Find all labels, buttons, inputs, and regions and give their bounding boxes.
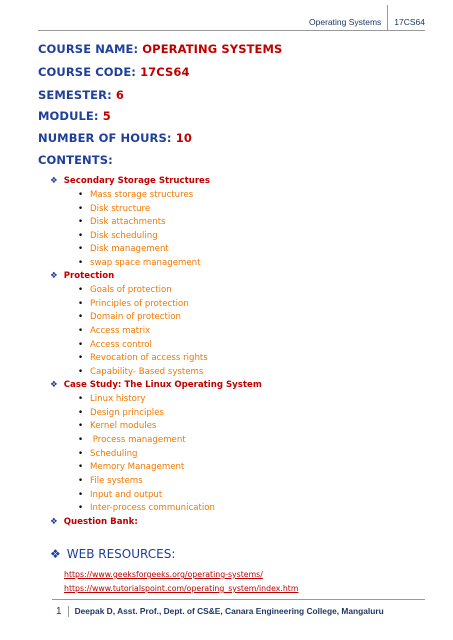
section-title: Protection (63, 271, 115, 281)
bullet-icon: • (78, 462, 84, 472)
list-item: • Goals of protection (78, 285, 172, 295)
course-code-line (38, 65, 190, 79)
bullet-icon: • (78, 408, 84, 418)
bullet-icon: • (78, 367, 84, 377)
section-linux-case-study (50, 380, 262, 390)
bullet-icon: • (78, 353, 84, 363)
list-item: • Principles of protection (78, 299, 189, 309)
bullet-icon: • (78, 421, 84, 431)
semester-line (38, 88, 124, 102)
bullet-icon: • (78, 340, 84, 350)
list-item: • Disk structure (78, 204, 151, 214)
list-item: • Kernel modules (78, 421, 157, 431)
hours-line (38, 131, 192, 145)
list-item: • Input and output (78, 490, 163, 500)
bullet-icon: • (78, 394, 84, 404)
list-item: • Inter-process communication (78, 503, 215, 513)
section-title: Secondary Storage Structures (63, 176, 211, 186)
course-name-value: OPERATING SYSTEMS (142, 42, 283, 56)
section-protection (50, 271, 114, 281)
diamond-bullet-icon: ❖ (50, 517, 58, 527)
page-number: 1 (56, 606, 69, 617)
header-course-code: 17CS64 (387, 5, 425, 30)
bullet-icon: • (78, 285, 84, 295)
list-item: • Memory Management (78, 462, 185, 472)
bullet-icon: • (78, 217, 84, 227)
web-resource-link-geeksforgeeks[interactable]: https://www.geeksforgeeks.org/operating-systems/ (64, 570, 263, 579)
list-item: • File systems (78, 476, 143, 486)
list-item: • Access control (78, 340, 152, 350)
list-item: • Domain of protection (78, 312, 181, 322)
diamond-bullet-icon: ❖ (50, 380, 58, 390)
list-item: • Disk attachments (78, 217, 166, 227)
footer-divider (52, 599, 425, 600)
bullet-icon: • (78, 231, 84, 241)
diamond-bullet-icon: ❖ (50, 547, 61, 561)
list-item: • Linux history (78, 394, 146, 404)
bullet-icon: • (78, 449, 84, 459)
course-code-label: COURSE CODE: (38, 65, 136, 79)
list-item: • swap space management (78, 258, 201, 268)
list-item: • Capability- Based systems (78, 367, 204, 377)
module-line (38, 109, 111, 123)
bullet-icon: • (78, 190, 84, 200)
list-item: • Process management (78, 435, 186, 445)
bullet-icon: • (78, 503, 84, 513)
section-secondary-storage (50, 176, 210, 186)
contents-label: CONTENTS: (38, 153, 113, 167)
module-label: MODULE: (38, 109, 99, 123)
footer-author: Deepak D, Asst. Prof., Dept. of CS&E, Canara Engineering College, Mangaluru (74, 606, 384, 616)
header-divider (38, 30, 425, 31)
course-name-line (38, 42, 282, 56)
bullet-icon: • (78, 258, 84, 268)
bullet-icon: • (78, 312, 84, 322)
bullet-icon: • (78, 299, 84, 309)
list-item: • Mass storage structures (78, 190, 194, 200)
page-footer (56, 601, 384, 621)
web-resources-title: WEB RESOURCES: (66, 547, 176, 561)
list-item: • Revocation of access rights (78, 353, 208, 363)
course-code-value: 17CS64 (140, 65, 190, 79)
diamond-bullet-icon: ❖ (50, 176, 58, 186)
module-value: 5 (102, 109, 111, 123)
hours-label: NUMBER OF HOURS: (38, 131, 172, 145)
bullet-icon: • (78, 435, 84, 445)
bullet-icon: • (78, 244, 84, 254)
header-title: Operating Systems (309, 17, 382, 27)
section-title: Case Study: The Linux Operating System (63, 380, 262, 390)
bullet-icon: • (78, 204, 84, 214)
web-resource-link-tutorialspoint[interactable]: https://www.tutorialspoint.com/operating_system/index.htm (64, 584, 299, 593)
semester-label: SEMESTER: (38, 88, 112, 102)
semester-value: 6 (115, 88, 124, 102)
section-title: Question Bank: (63, 517, 138, 527)
course-name-label: COURSE NAME: (38, 42, 139, 56)
web-resources-heading (50, 547, 175, 561)
list-item: • Scheduling (78, 449, 138, 459)
section-question-bank (50, 517, 138, 527)
hours-value: 10 (175, 131, 192, 145)
list-item: • Access matrix (78, 326, 151, 336)
contents-heading (38, 153, 113, 167)
bullet-icon: • (78, 476, 84, 486)
list-item: • Disk management (78, 244, 169, 254)
list-item: • Design principles (78, 408, 164, 418)
diamond-bullet-icon: ❖ (50, 271, 58, 281)
bullet-icon: • (78, 490, 84, 500)
bullet-icon: • (78, 326, 84, 336)
page-header (309, 0, 425, 30)
list-item: • Disk scheduling (78, 231, 158, 241)
